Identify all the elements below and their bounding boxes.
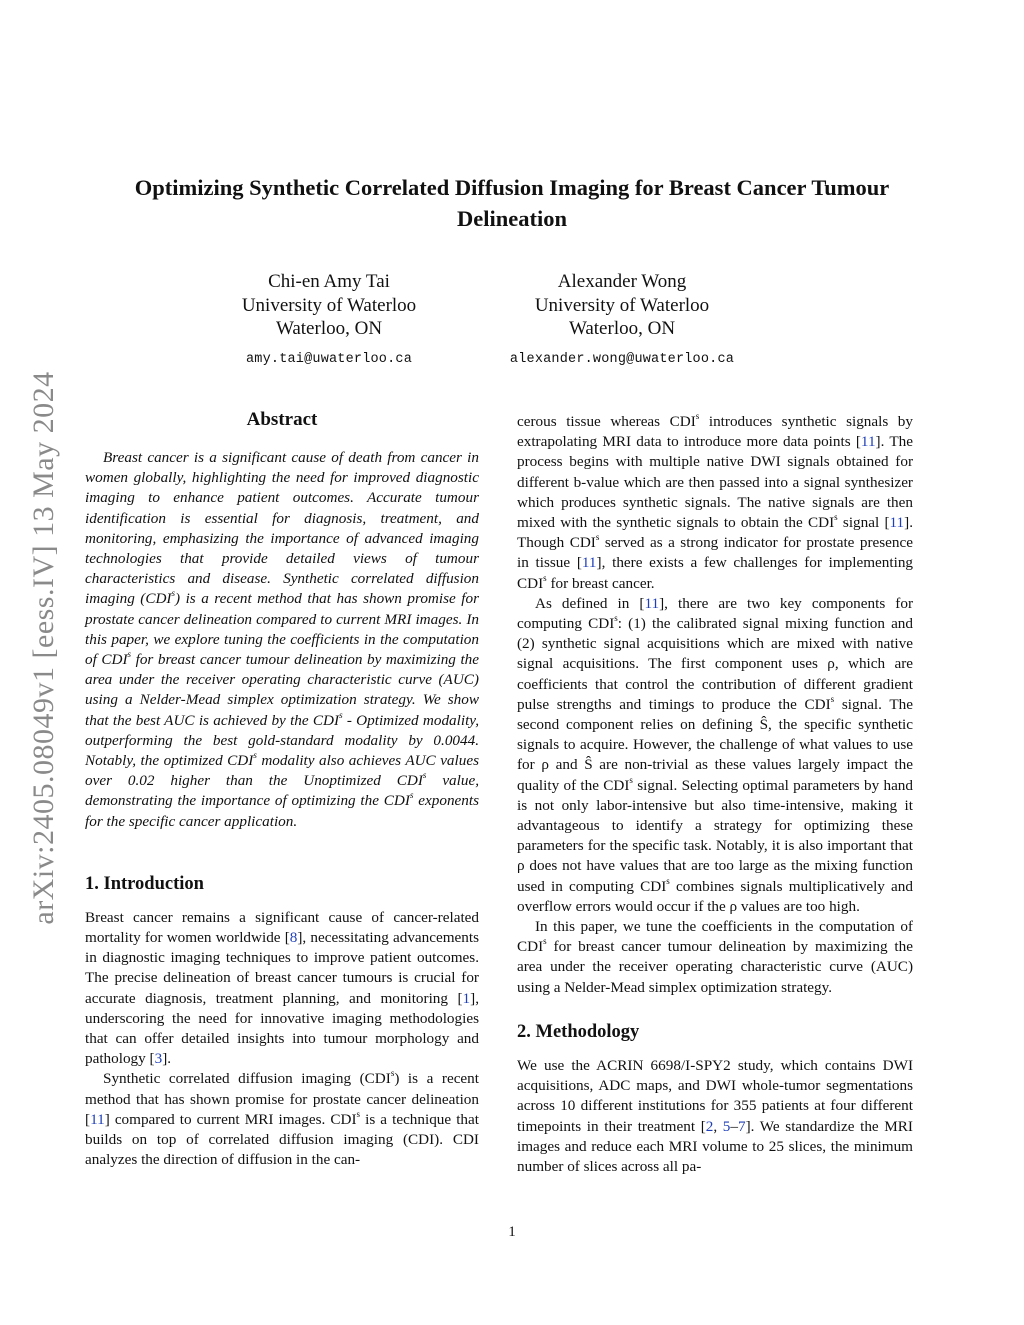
citation-link[interactable]: 3 <box>154 1050 163 1068</box>
arxiv-stamp: arXiv:2405.08049v1 [eess.IV] 13 May 2024 <box>27 371 60 925</box>
intro-paragraph-1: Breast cancer remains a significant cause of cancer-related mortality for women worldwide [8], necessitating advancements in diagnostic imaging techniques to improve patient outcomes. The precise delineation of breast cancer tumours is crucial for accurate diagnosis, treatment planning, and monitoring [1], underscoring the need for innovative imaging methodologies that can offer detailed insights into tumour morphology and pathology [3]. <box>85 908 480 1068</box>
citation-link[interactable]: 5 <box>722 1117 731 1135</box>
author-block-1 <box>214 270 444 371</box>
citation-link[interactable]: 11 <box>644 594 660 612</box>
author-location: Waterloo, ON <box>275 318 383 339</box>
intro-paragraph-2: Synthetic correlated diffusion imaging (CDI$^s$) is a recent method that has shown promise for prostate cancer delineation [11] compared to current MRI images. CDI$^s$ is a technique that builds on top of correlated diffusion imaging (CDI). CDI analyzes the direction of diffusion in the can- <box>85 1068 479 1169</box>
left-column <box>85 408 479 1171</box>
methodology-paragraph-1: We use the ACRIN 6698/I-SPY2 study, which contains DWI acquisitions, ADC maps, and DWI whole-tumor segmentations across 10 different institutions for 355 patients at four different timepoints in their treatment [2, 5–7]. We standardize the MRI images and reduce each MRI volume to 25 slices, the minimum number of slices across all pa- <box>517 1056 913 1175</box>
paper-title: Optimizing Synthetic Correlated Diffusion Imaging for Breast Cancer Tumour Delineation <box>134 175 890 231</box>
author-name: Chi-en Amy Tai <box>268 271 390 292</box>
citation-link[interactable]: 11 <box>889 514 905 532</box>
author-name: Alexander Wong <box>557 271 687 292</box>
author-email[interactable]: amy.tai@uwaterloo.ca <box>245 351 413 367</box>
citation-link[interactable]: 1 <box>462 989 471 1007</box>
citation-link[interactable]: 11 <box>581 554 597 572</box>
author-location: Waterloo, ON <box>568 318 676 339</box>
citation-link[interactable]: 8 <box>289 929 298 947</box>
body-paragraph-1: cerous tissue whereas CDI$^s$ introduces synthetic signals by extrapolating MRI data to introduce more data points [11]. The process begins with multiple native DWI signals obtained for different b-value which are then passed into a signal synthesizer which produces synthetic signals. The native signals are then mixed with the synthetic signals to obtain the CDI$^s$ signal [11]. Though CDI$^s$ served as a strong indicator for prostate presence in tissue [11], there exists a few challenges for implementing CDI$^s$ for breast cancer. <box>517 410 914 592</box>
page-number: 1 <box>508 1224 516 1240</box>
author-affiliation: University of Waterloo <box>534 294 710 316</box>
body-paragraph-3: In this paper, we tune the coefficients in the computation of CDI$^s$ for breast cancer tumour delineation by maximizing the area under the receiver operating characteristic curve (AUC) using a Nelder-Mead simplex optimization strategy. <box>517 918 913 996</box>
methodology-heading: 2. Methodology <box>517 1021 640 1042</box>
right-column <box>517 412 913 1177</box>
citation-link[interactable]: 11 <box>860 433 876 451</box>
intro-heading: 1. Introduction <box>85 873 204 894</box>
abstract-text: Breast cancer is a significant cause of death from cancer in women globally, highlighting the need for improved diagnostic imaging to enhance patient outcomes. Accurate tumour identification is essential for diagnosis, treatment, and monitoring, emphasizing the importance of advanced imaging technologies that provide detailed views of tumour characteristics and disease. Synthetic correlated diffusion imaging (CDI$^s$) is a recent method that has shown promise for prostate cancer delineation compared to current MRI images. In this paper, we explore tuning the coefficients in the computation of CDI$^s$ for breast cancer tumour delineation by maximizing the area under the receiver operating characteristic curve (AUC) using a Nelder-Mead simplex optimization strategy. We show that the best AUC is achieved by the CDI$^s$ - Optimized modality, outperforming the best gold-standard modality by 0.0044. Notably, the optimized CDI$^s$ modality also achieves AUC values over 0.02 higher than the Unoptimized CDI$^s$ value, demonstrating the importance of optimizing the CDI$^s$ exponents for the specific cancer application. <box>85 449 480 830</box>
citation-link[interactable]: 7 <box>737 1117 746 1135</box>
author-email[interactable]: alexander.wong@uwaterloo.ca <box>509 351 735 367</box>
citation-link[interactable]: 11 <box>90 1110 105 1128</box>
citation-link[interactable]: 2 <box>705 1117 714 1135</box>
author-block-2 <box>488 270 756 371</box>
body-paragraph-2: As defined in [11], there are two key components for computing CDI$^s$: (1) the calibrated signal mixing function and (2) synthetic signal acquisitions which are mixed with native signal acquisitions. The first component uses ρ, which are coefficients that control the contribution of different gradient pulse strengths and timings to produce the CDI$^s$ signal. The second component relies on defining Ŝ, the specific synthetic signals to acquire. However, the challenge of what values to use for ρ and Ŝ are non-trivial as these values largely impact the quality of the CDI$^s$ signal. Selecting optimal parameters by hand is not only labor-intensive but also time-intensive, making it advantageous to identify a strategy for optimizing these parameters for the specific task. Notably, it is also important that ρ does not have values that are too large as the mixing function used in computing CDI$^s$ combines signals multiplicatively and overflow errors would occur if the ρ values are too high. <box>517 594 913 915</box>
author-affiliation: University of Waterloo <box>241 294 417 316</box>
abstract-heading: Abstract <box>246 409 318 430</box>
